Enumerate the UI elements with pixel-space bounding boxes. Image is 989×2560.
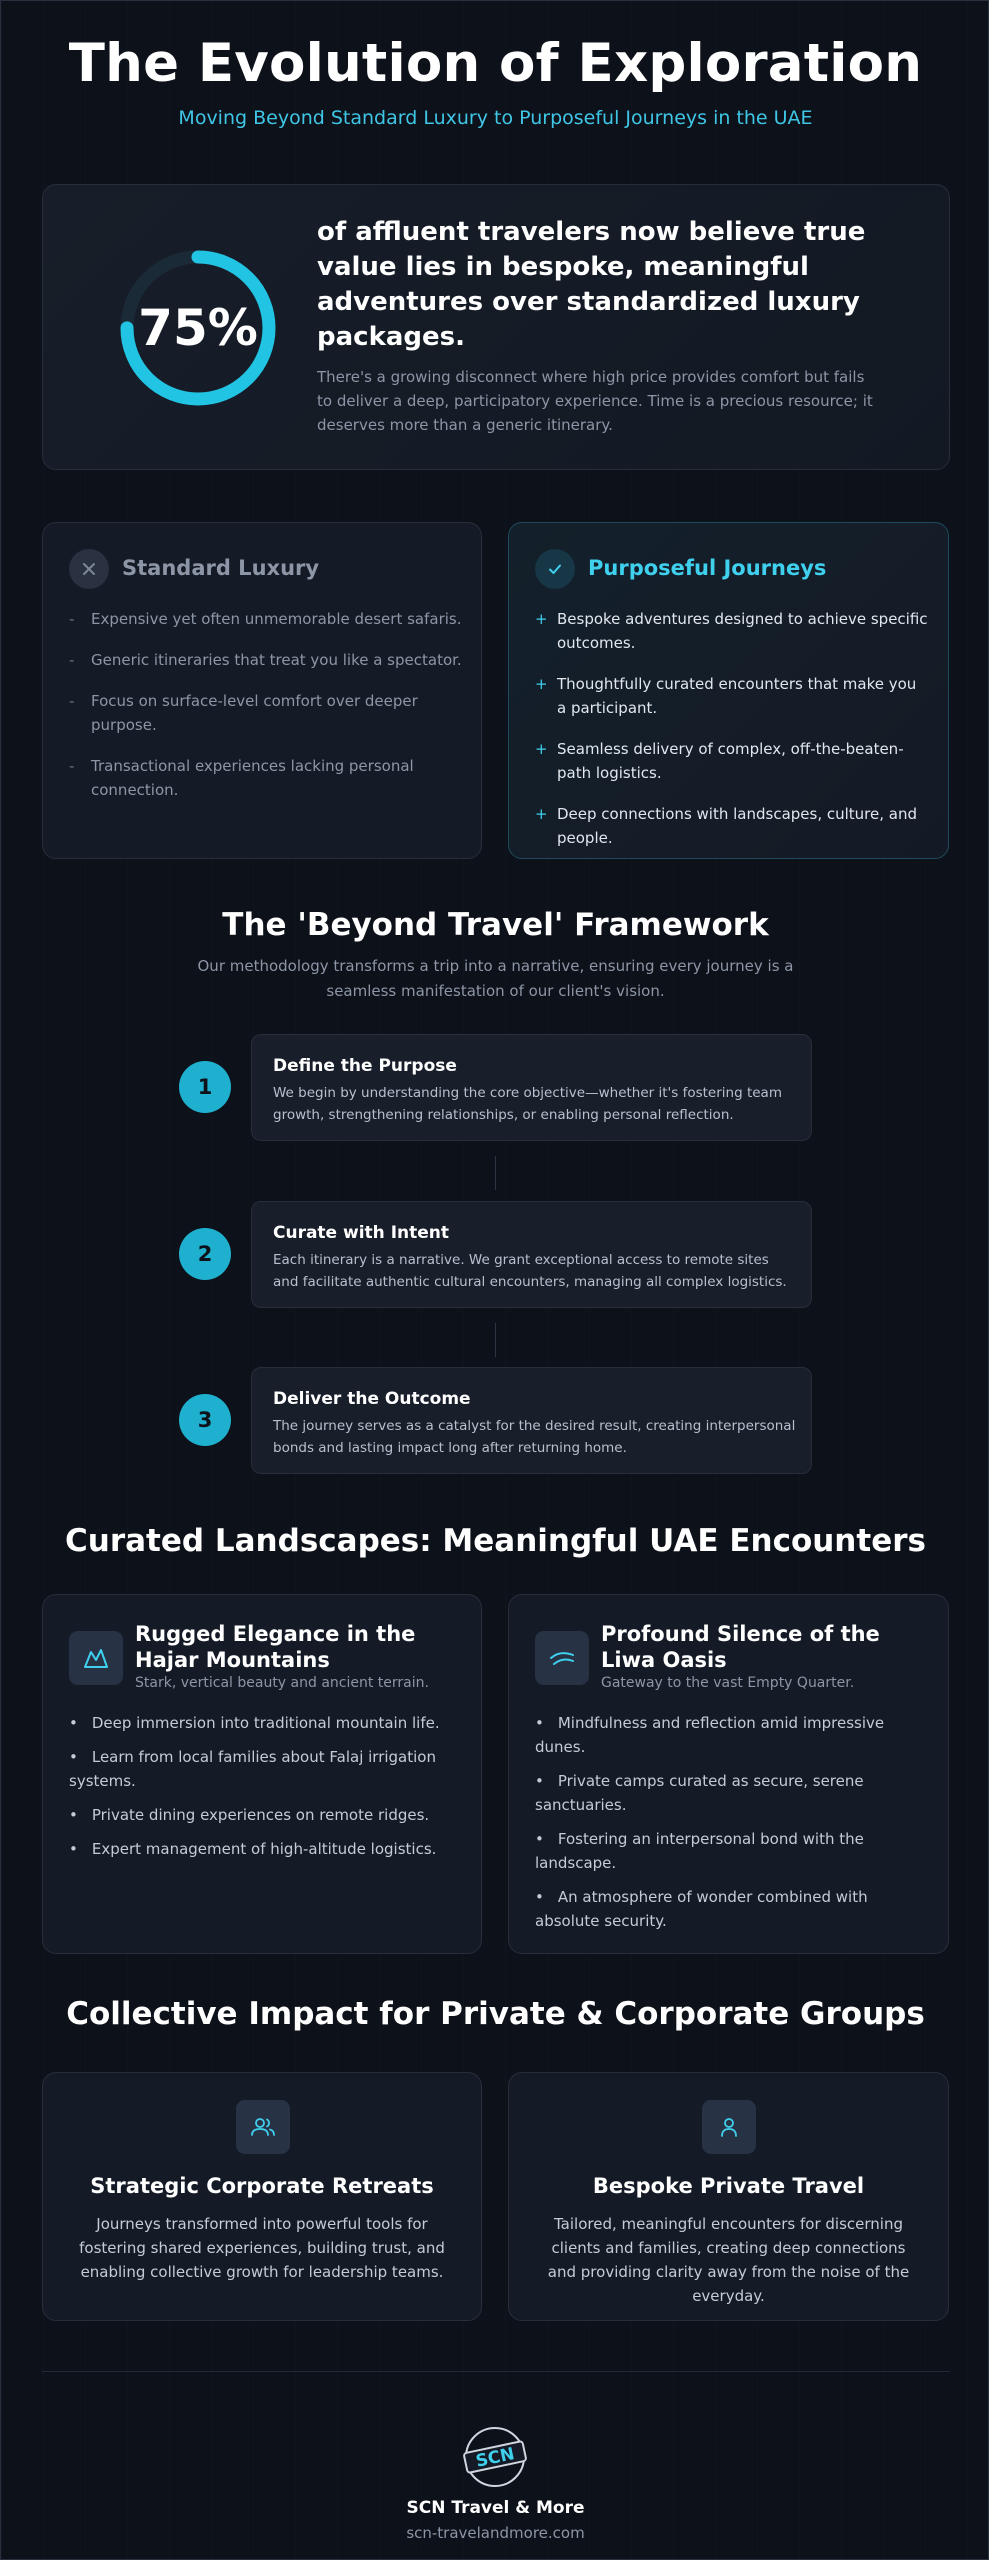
list-item: - Expensive yet often unmemorable desert safaris.: [69, 610, 462, 628]
standard-luxury-list: [69, 607, 464, 819]
brand-logo: [461, 2426, 530, 2488]
liwa-oasis-card: [508, 1594, 949, 1954]
hajar-mountains-card: [42, 1594, 482, 1954]
list-item: + Bespoke adventures designed to achieve specific outcomes.: [535, 610, 928, 652]
step-title: Curate with Intent: [273, 1223, 450, 1243]
check-icon: [535, 549, 575, 589]
page-title: The Evolution of Exploration: [68, 33, 923, 94]
list-item: • Learn from local families about Falaj irrigation systems.: [69, 1748, 436, 1790]
corporate-retreats-card: [42, 2072, 482, 2321]
step-description: We begin by understanding the core objective—whether it's fostering team growth, strengthening relationships, or enabling personal reflection.: [273, 1085, 782, 1123]
standard-luxury-title: Standard Luxury: [122, 556, 320, 580]
private-travel-card: [508, 2072, 949, 2321]
step-card-3: [251, 1367, 812, 1474]
impact-card-title: Bespoke Private Travel: [592, 2174, 865, 2198]
framework-title: The 'Beyond Travel' Framework: [222, 907, 769, 943]
step-title: Deliver the Outcome: [273, 1389, 471, 1409]
list-item: • Fostering an interpersonal bond with the landscape.: [535, 1830, 864, 1872]
step-number-2: 2: [179, 1228, 231, 1280]
brand-url[interactable]: scn-travelandmore.com: [406, 2524, 585, 2542]
list-item: • Private dining experiences on remote ridges.: [69, 1806, 430, 1824]
logo-text: SCN: [474, 2444, 517, 2472]
landscape-subtitle: Gateway to the vast Empty Quarter.: [601, 1675, 855, 1691]
list-item: - Generic itineraries that treat you like a spectator.: [69, 651, 462, 669]
list-item: • Expert management of high-altitude logistics.: [69, 1840, 437, 1858]
list-item: + Deep connections with landscapes, culture, and people.: [535, 805, 917, 847]
step-number-1: 1: [179, 1061, 231, 1113]
impact-card-description: Journeys transformed into powerful tools for fostering shared experiences, building trust, and enabling collective growth for leadership teams.: [79, 2215, 445, 2281]
list-item: + Thoughtfully curated encounters that make you a participant.: [535, 675, 917, 717]
list-item: • Private camps curated as secure, serene sanctuaries.: [535, 1772, 864, 1814]
stat-headline: of affluent travelers now believe true value lies in bespoke, meaningful adventures over standardized luxury packages.: [317, 217, 866, 352]
list-item: • Mindfulness and reflection amid impressive dunes.: [535, 1714, 885, 1756]
standard-luxury-card: [42, 522, 482, 859]
purposeful-journeys-list: [535, 607, 930, 867]
list-item: • Deep immersion into traditional mountain life.: [69, 1714, 440, 1732]
close-icon: [69, 549, 109, 589]
landscapes-title: Curated Landscapes: Meaningful UAE Encounters: [65, 1523, 926, 1559]
purposeful-journeys-title: Purposeful Journeys: [588, 556, 827, 580]
users-icon: [236, 2100, 290, 2154]
step-card-1: [251, 1034, 812, 1141]
step-connector: [495, 1156, 496, 1190]
step-number-3: 3: [179, 1394, 231, 1446]
step-description: The journey serves as a catalyst for the desired result, creating interpersonal bonds and lasting impact long after returning home.: [273, 1418, 796, 1456]
list-item: • An atmosphere of wonder combined with absolute security.: [535, 1888, 868, 1930]
landscape-list: [69, 1711, 459, 1871]
step-description: Each itinerary is a narrative. We grant exceptional access to remote sites and facilitate authentic cultural encounters, managing all complex logistics.: [273, 1252, 787, 1290]
page-subtitle: Moving Beyond Standard Luxury to Purposeful Journeys in the UAE: [178, 107, 813, 129]
list-item: - Transactional experiences lacking personal connection.: [69, 757, 414, 799]
step-connector: [495, 1323, 496, 1357]
landscape-list: [535, 1711, 925, 1943]
stat-body: There's a growing disconnect where high price provides comfort but fails to deliver a deep, participatory experience. Time is a precious resource; it deserves more than a generic itinerary.: [317, 368, 873, 434]
landscape-title: Rugged Elegance in the Hajar Mountains: [135, 1622, 416, 1672]
stat-value: 75%: [138, 299, 258, 357]
user-icon: [702, 2100, 756, 2154]
step-title: Define the Purpose: [273, 1056, 457, 1076]
footer-divider: [42, 2371, 950, 2372]
list-item: - Focus on surface-level comfort over deeper purpose.: [69, 692, 418, 734]
step-card-2: [251, 1201, 812, 1308]
brand-name: SCN Travel & More: [406, 2498, 585, 2518]
dunes-icon: [535, 1631, 589, 1685]
framework-subtitle: Our methodology transforms a trip into a narrative, ensuring every journey is a seamless manifestation of our client's vision.: [197, 957, 794, 1000]
impact-card-description: Tailored, meaningful encounters for discerning clients and families, creating deep connections and providing clarity away from the noise of the everyday.: [547, 2215, 910, 2305]
mountain-icon: [69, 1631, 123, 1685]
list-item: + Seamless delivery of complex, off-the-beaten-path logistics.: [535, 740, 904, 782]
impact-card-title: Strategic Corporate Retreats: [90, 2174, 434, 2198]
impact-title: Collective Impact for Private & Corporate Groups: [66, 1996, 925, 2032]
purposeful-journeys-card: [508, 522, 949, 859]
landscape-title: Profound Silence of the Liwa Oasis: [601, 1622, 880, 1672]
landscape-subtitle: Stark, vertical beauty and ancient terrain.: [135, 1675, 429, 1691]
